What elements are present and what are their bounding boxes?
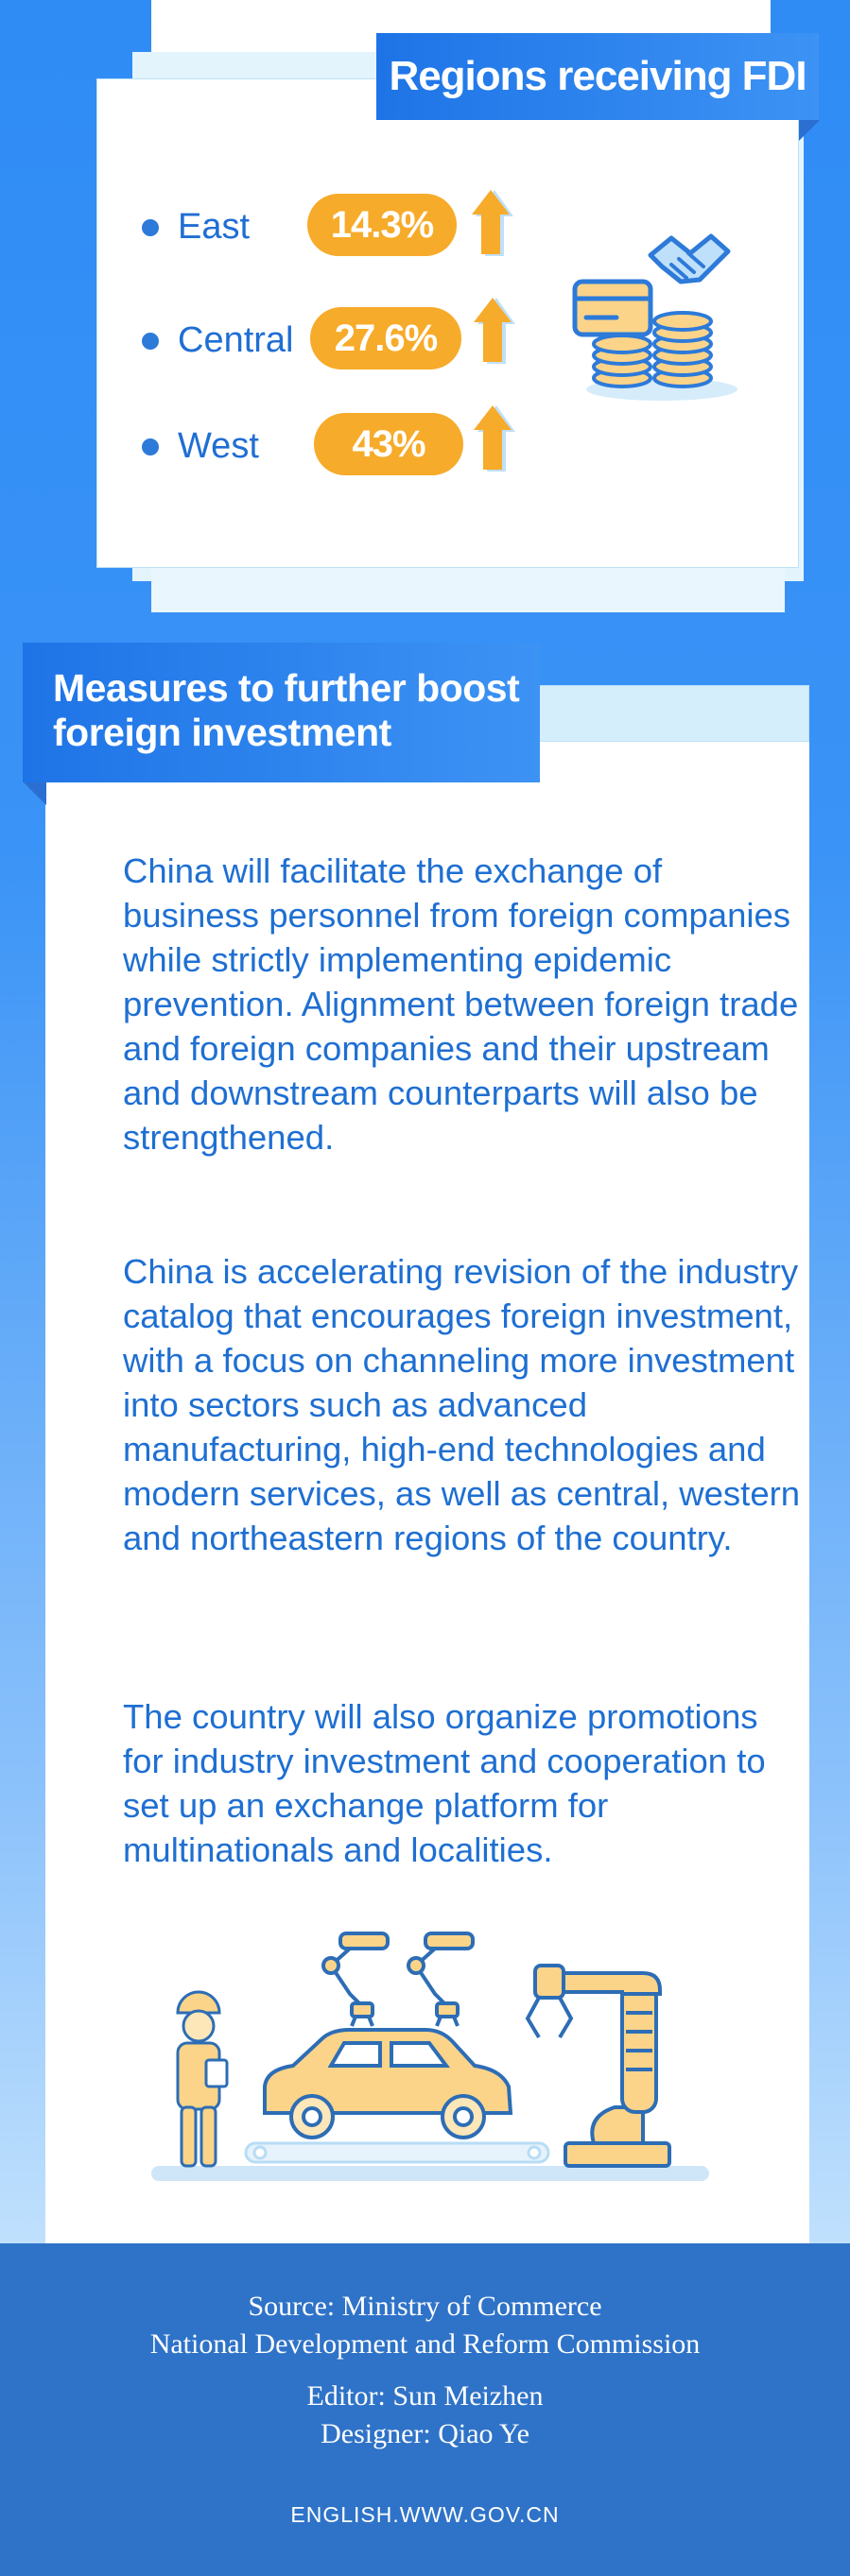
measures-paragraph-2: China is accelerating revision of the industry catalog that encourages foreign investment, with a focus on channeling more investment into sectors such as advanced manufacturing, high-end technologies and modern services, as well as central, western and northeastern regions of the country.	[123, 1252, 801, 1557]
money-illustration	[567, 227, 737, 406]
up-arrow-icon	[471, 188, 514, 258]
measures-card-tab	[529, 685, 809, 742]
worker-figure	[178, 1992, 227, 2166]
measures-paragraph-3: The country will also organize promotions for industry investment and cooperation to set up an exchange platform for multinationals and localities.	[123, 1697, 766, 1869]
region-value-pill: 27.6%	[310, 307, 461, 369]
credit-card-icon	[575, 282, 651, 335]
robot-arm-right	[408, 1933, 473, 2026]
measures-title-line2: foreign investment	[53, 711, 391, 754]
car-figure	[265, 2030, 511, 2138]
region-label: Central	[178, 320, 294, 360]
region-label: East	[178, 207, 251, 247]
site-url-link[interactable]: ENGLISH.WWW.GOV.CN	[290, 2502, 560, 2527]
footer	[0, 2243, 850, 2576]
bullet-dot	[142, 438, 159, 455]
measures-title-line1: Measures to further boost	[53, 666, 520, 710]
region-row-east	[142, 194, 520, 260]
measures-section-title	[23, 643, 540, 782]
bullet-dot	[142, 333, 159, 350]
bullet-dot	[142, 219, 159, 236]
fdi-section-title: Regions receiving FDI	[376, 33, 819, 120]
title-fold	[799, 120, 820, 141]
source-line-1: Source: Ministry of Commerce	[248, 2291, 602, 2322]
robot-arm-left	[323, 1933, 388, 2026]
up-arrow-icon	[473, 296, 516, 366]
up-arrow-icon	[473, 404, 516, 473]
source-line-2: National Development and Reform Commission	[149, 2328, 701, 2360]
region-value-pill: 43%	[314, 413, 463, 475]
title-fold	[24, 782, 46, 805]
measures-paragraph-1: China will facilitate the exchange of business personnel from foreign companies while strictly implementing epidemic prevention. Alignment between foreign trade and foreign companies and their upstream and downstream counterparts will also be strengthened.	[123, 851, 799, 1157]
editor-credit: Editor: Sun Meizhen	[306, 2380, 544, 2412]
region-value-pill: 14.3%	[307, 194, 457, 256]
region-label: West	[178, 426, 259, 466]
industrial-robot	[528, 1966, 669, 2166]
designer-credit: Designer: Qiao Ye	[321, 2418, 529, 2449]
handshake-icon	[651, 236, 728, 282]
region-row-central	[142, 307, 520, 373]
factory-illustration	[142, 1928, 719, 2192]
region-row-west	[142, 413, 520, 479]
fdi-card-shadow	[151, 567, 785, 612]
